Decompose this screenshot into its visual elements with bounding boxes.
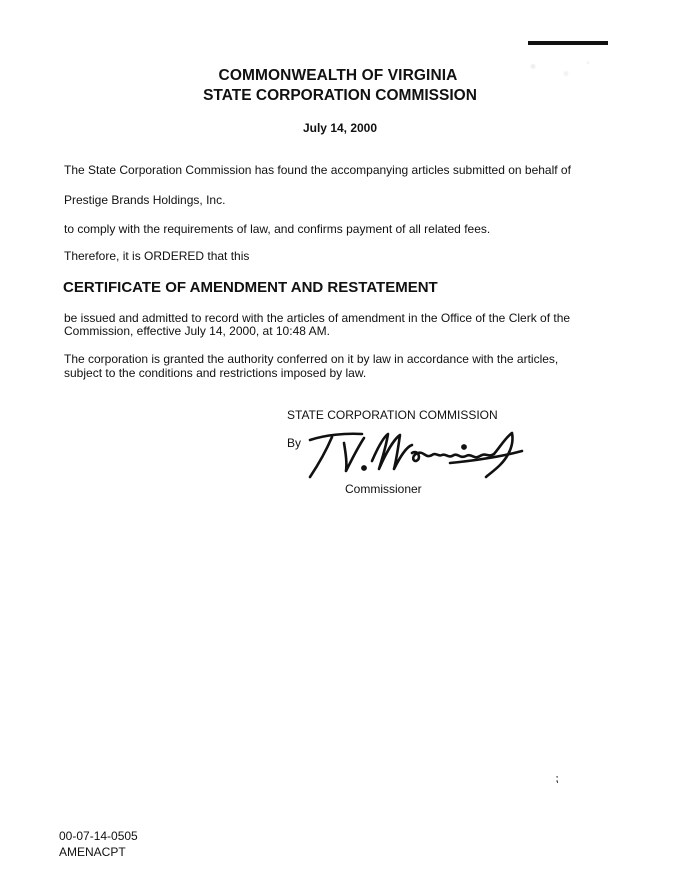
paragraph-issued-line2: Commission, effective July 14, 2000, at 10:48 AM. — [64, 324, 330, 338]
header-commission: STATE CORPORATION COMMISSION — [203, 87, 477, 104]
paragraph-comply: to comply with the requirements of law, and confirms payment of all related fees. — [64, 222, 491, 236]
paragraph-found: The State Corporation Commission has found the accompanying articles submitted on behalf of — [64, 163, 571, 177]
scan-mark: ⁏ — [555, 773, 559, 785]
paragraph-ordered: Therefore, it is ORDERED that this — [64, 249, 250, 263]
header-commonwealth: COMMONWEALTH OF VIRGINIA — [218, 67, 458, 84]
signature-org: STATE CORPORATION COMMISSION — [287, 408, 498, 422]
certificate-title: CERTIFICATE OF AMENDMENT AND RESTATEMENT — [63, 279, 438, 296]
header-date: July 14, 2000 — [302, 121, 378, 135]
paragraph-issued-line1: be issued and admitted to record with the articles of amendment in the Office of the Clerk of the — [64, 311, 571, 325]
signature-title: Commissioner — [345, 482, 422, 496]
handwritten-signature — [300, 425, 530, 490]
footer-code-2: AMENACPT — [59, 845, 126, 856]
signature-by-label: By — [287, 436, 302, 450]
paragraph-authority-line1: The corporation is granted the authority conferred on it by law in accordance with the articles, — [64, 352, 559, 366]
company-name: Prestige Brands Holdings, Inc. — [64, 193, 226, 207]
footer-code-1: 00-07-14-0505 — [59, 829, 138, 843]
paragraph-authority-line2: subject to the conditions and restrictions imposed by law. — [64, 366, 367, 380]
top-rule — [528, 41, 608, 45]
